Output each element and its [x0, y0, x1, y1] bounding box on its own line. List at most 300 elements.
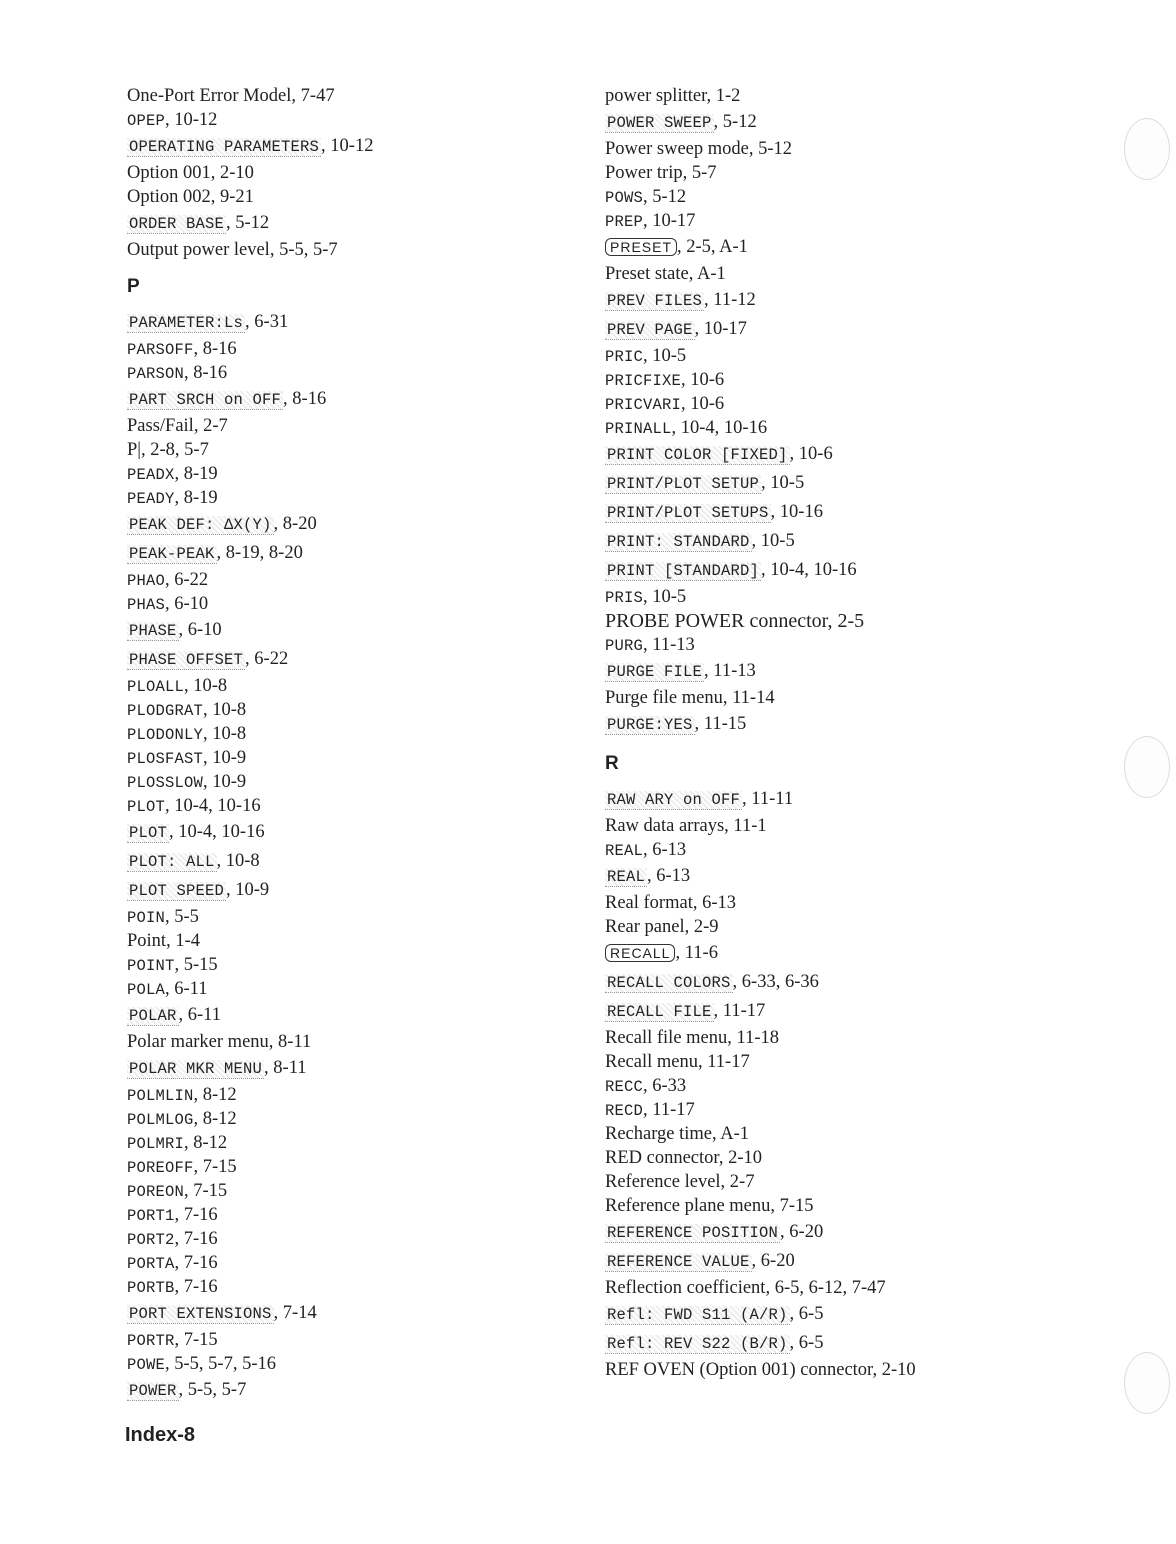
page-references: , A-1: [712, 1124, 750, 1144]
index-term: PLODONLY: [127, 726, 204, 744]
index-term: POWE: [127, 1356, 166, 1374]
page-references: , 11-17: [697, 1052, 750, 1072]
index-term: Recall menu: [605, 1052, 698, 1072]
page-references: , 7-15: [184, 1181, 228, 1201]
page-references: , 5-5, 5-7: [269, 240, 338, 260]
index-term: POLMLIN: [127, 1087, 194, 1105]
binder-hole: [1124, 1352, 1170, 1414]
index-term: Rear panel: [605, 917, 685, 937]
index-term: REAL: [607, 868, 646, 886]
index-entry: [127, 161, 567, 185]
index-entries-r: [605, 785, 1125, 1382]
index-entry: [127, 486, 567, 510]
page-references: , 6-5: [789, 1333, 824, 1353]
index-term: PRIS: [605, 589, 644, 607]
index-term: PLOT: ALL: [129, 853, 215, 871]
index-term: POINT: [127, 957, 175, 975]
index-term: Polar marker menu: [127, 1032, 269, 1052]
page-references: , 7-47: [291, 86, 335, 106]
index-entry: [127, 770, 567, 794]
page-references: , 11-18: [727, 1028, 779, 1048]
index-term: REFERENCE VALUE: [607, 1253, 750, 1271]
index-term: PLOSSLOW: [127, 774, 204, 792]
index-term: PRIC: [605, 348, 644, 366]
index-term: Power sweep mode: [605, 139, 749, 159]
index-entry: [127, 510, 567, 539]
page-references: , 8-11: [268, 1032, 312, 1052]
index-term: PHASE: [129, 622, 177, 640]
page-references: , 1-4: [166, 931, 200, 951]
index-entry: [605, 891, 1125, 915]
index-term: Refl: FWD S11 (A/R): [607, 1306, 788, 1324]
index-term: PORT1: [127, 1207, 175, 1225]
index-entry: [127, 1275, 567, 1299]
index-term: PLOT: [129, 824, 168, 842]
index-entry: [605, 609, 1125, 633]
index-entry: [127, 438, 567, 462]
index-term: Option 001: [127, 163, 211, 183]
index-entry: [605, 585, 1125, 609]
index-term: Raw data arrays: [605, 816, 725, 836]
index-term: power splitter: [605, 86, 707, 106]
index-entry: [605, 440, 1125, 469]
page-references: , 10-17: [643, 211, 696, 231]
index-term: OPEP: [127, 112, 166, 130]
page-references: , 10-12: [321, 136, 374, 156]
index-entry: [127, 674, 567, 698]
index-entry: [127, 1251, 567, 1275]
index-term: RECALL: [605, 944, 675, 962]
index-entry: [127, 539, 567, 568]
index-entry: [605, 108, 1125, 137]
page-references: , 7-16: [174, 1277, 218, 1297]
index-entry: [127, 847, 567, 876]
index-entries-p-continued: [605, 84, 1125, 739]
page-references: , 1-2: [706, 86, 741, 106]
index-entry: [605, 137, 1125, 161]
page-references: , 10-4, 10-16: [169, 822, 265, 842]
index-entry: [127, 568, 567, 592]
index-entry: [605, 862, 1125, 891]
index-entry: [127, 1001, 567, 1030]
page-references: , 6-33: [643, 1076, 687, 1096]
index-term: PARSON: [127, 365, 185, 383]
index-term: PLOALL: [127, 678, 185, 696]
index-term: POLMRI: [127, 1135, 185, 1153]
index-entry: [127, 1131, 567, 1155]
page-references: , 6-20: [751, 1251, 795, 1271]
index-entry: [605, 1358, 1125, 1382]
index-entry: [605, 710, 1125, 739]
index-entry: [605, 315, 1125, 344]
index-term: PART SRCH on OFF: [129, 391, 282, 409]
page-references: , 6-5: [789, 1304, 824, 1324]
index-term: POREOFF: [127, 1159, 194, 1177]
index-entry: [127, 1299, 567, 1328]
binder-hole: [1124, 736, 1170, 798]
index-entry: [605, 1218, 1125, 1247]
index-entry: [127, 337, 567, 361]
index-entry: [605, 1300, 1125, 1329]
index-entry: [605, 1170, 1125, 1194]
index-entry: [605, 161, 1125, 185]
index-entry: [605, 233, 1125, 262]
index-term: RECALL FILE: [607, 1003, 712, 1021]
index-term: PREV PAGE: [607, 321, 693, 339]
page-references: , 6-11: [178, 1005, 221, 1025]
page-footer: Index-8: [125, 1424, 196, 1446]
index-term: PURGE FILE: [607, 663, 703, 681]
index-term: Pass/Fail: [127, 416, 194, 436]
index-entry: [605, 209, 1125, 233]
page-references: , 8-12: [193, 1085, 237, 1105]
binder-hole: [1124, 118, 1170, 180]
index-entry: [605, 915, 1125, 939]
index-term: PRINT: STANDARD: [607, 533, 750, 551]
page-references: , 10-9: [203, 772, 247, 792]
index-term: Purge file menu: [605, 688, 723, 708]
index-entry: [605, 392, 1125, 416]
page-references: , 10-4, 10-16: [761, 560, 857, 580]
index-term: Option 002: [127, 187, 211, 207]
index-entry: [127, 905, 567, 929]
page-references: , 5-5, 5-7: [178, 1380, 247, 1400]
page-references: , 10-5: [643, 346, 687, 366]
page-references: , 6-11: [165, 979, 208, 999]
index-entry: [605, 344, 1125, 368]
index-term: PEADY: [127, 490, 175, 508]
index-term: PARSOFF: [127, 341, 194, 359]
index-entry: [127, 1352, 567, 1376]
index-entry: [127, 1083, 567, 1107]
index-term: RED connector: [605, 1148, 719, 1168]
page-references: , 10-17: [694, 319, 747, 339]
page-references: , 11-17: [643, 1100, 695, 1120]
page-references: , 6-5, 6-12, 7-47: [765, 1278, 886, 1298]
index-entry: [127, 1155, 567, 1179]
page-references: , 7-15: [174, 1330, 218, 1350]
index-entry: [127, 361, 567, 385]
page-references: , 8-12: [193, 1109, 237, 1129]
page-references: , 10-6: [789, 444, 833, 464]
page-references: , 10-16: [770, 502, 823, 522]
page-references: , 10-8: [184, 676, 228, 696]
page-references: , 8-16: [283, 389, 327, 409]
index-term: PEAK-PEAK: [129, 545, 215, 563]
index-entry: [127, 108, 567, 132]
index-entry: [605, 1122, 1125, 1146]
index-entry: [127, 1107, 567, 1131]
page-references: , 6-13: [643, 840, 687, 860]
page-references: , 6-13: [692, 893, 737, 913]
page-references: , 10-9: [203, 748, 247, 768]
page-references: , 7-15: [770, 1196, 814, 1216]
index-entry: [605, 1276, 1125, 1300]
page-references: , 2-10: [718, 1148, 762, 1168]
page-references: , 8-19: [174, 464, 218, 484]
index-entry: [127, 1328, 567, 1352]
index-entry: [127, 1376, 567, 1405]
index-entry: [127, 929, 567, 953]
index-entries-p: [127, 308, 567, 1405]
page-references: , 2-5: [827, 610, 865, 632]
page-references: , 2-5, A-1: [677, 237, 748, 257]
page-references: , 10-4, 10-16: [671, 418, 768, 438]
index-entry: [605, 262, 1125, 286]
index-term: PORTB: [127, 1279, 175, 1297]
index-term: Reference plane menu: [605, 1196, 771, 1216]
index-term: PRICVARI: [605, 396, 682, 414]
page-references: , 10-9: [226, 880, 270, 900]
index-term: PRICFIXE: [605, 372, 682, 390]
index-entry: [605, 1074, 1125, 1098]
page-references: , 7-15: [193, 1157, 237, 1177]
page-references: , 7-16: [174, 1253, 218, 1273]
index-entry: [127, 698, 567, 722]
page-references: , 5-12: [643, 187, 687, 207]
index-entry: [127, 645, 567, 674]
index-entry: [605, 1247, 1125, 1276]
page-references: , 2-10: [210, 163, 254, 183]
page-references: , 11-12: [704, 290, 756, 310]
index-entry: [605, 785, 1125, 814]
index-entry: [127, 592, 567, 616]
index-entry: [605, 556, 1125, 585]
index-term: Reflection coefficient: [605, 1278, 766, 1298]
page-references: , 10-12: [165, 110, 218, 130]
page-references: , 2-7: [720, 1172, 755, 1192]
index-entry: [127, 616, 567, 645]
index-column-left: [127, 84, 567, 1405]
page-references: , 2-9: [684, 917, 719, 937]
index-term: POIN: [127, 909, 166, 927]
index-entry: [127, 84, 567, 108]
index-entry: [605, 469, 1125, 498]
index-column-right: [605, 84, 1125, 1382]
index-entry: [605, 968, 1125, 997]
index-term: PREP: [605, 213, 644, 231]
index-term: PRINT/PLOT SETUPS: [607, 504, 769, 522]
index-entry: [127, 209, 567, 238]
index-entry: [127, 1030, 567, 1054]
index-term: Power trip: [605, 163, 683, 183]
index-entry: [127, 308, 567, 337]
index-entry: [605, 368, 1125, 392]
index-term: PURG: [605, 637, 644, 655]
page-references: , 5-7: [682, 163, 717, 183]
index-term: PORTR: [127, 1332, 175, 1350]
page-references: , 2-10: [872, 1360, 916, 1380]
page-references: , 8-19, 8-20: [216, 543, 303, 563]
page-references: , 11-6: [675, 943, 718, 963]
page-references: , 5-12: [226, 213, 270, 233]
page-references: , 6-33, 6-36: [732, 972, 819, 992]
index-entry: [605, 1329, 1125, 1358]
page-references: , 11-15: [694, 714, 747, 734]
index-entry: [605, 1098, 1125, 1122]
index-term: PROBE POWER connector: [605, 610, 828, 632]
index-entry: [127, 1179, 567, 1203]
index-entry: [605, 814, 1125, 838]
index-term: Reference level: [605, 1172, 721, 1192]
index-entry: [605, 1026, 1125, 1050]
index-term: PRESET: [605, 238, 677, 256]
index-term: REF OVEN (Option 001) connector: [605, 1360, 873, 1380]
index-term: REFERENCE POSITION: [607, 1224, 779, 1242]
page-references: , 11-13: [704, 661, 756, 681]
index-entry: [127, 818, 567, 847]
page-references: , 6-10: [165, 594, 209, 614]
index-entry: [605, 84, 1125, 108]
index-entry: [605, 939, 1125, 968]
page-references: , 8-20: [273, 514, 317, 534]
page-references: , 6-31: [245, 312, 289, 332]
index-entry: [127, 876, 567, 905]
page-references: , A-1: [688, 264, 726, 284]
index-term: RAW ARY on OFF: [607, 791, 741, 809]
page-references: , 9-21: [210, 187, 254, 207]
page-references: , 2-8, 5-7: [141, 440, 209, 460]
index-term: PARAMETER:Ls: [129, 314, 244, 332]
index-term: POWS: [605, 189, 644, 207]
index-term: POREON: [127, 1183, 185, 1201]
index-entry: [605, 286, 1125, 315]
index-term: Real format: [605, 893, 693, 913]
index-term: Preset state: [605, 264, 689, 284]
index-entry: [127, 414, 567, 438]
page-references: , 10-4, 10-16: [165, 796, 261, 816]
index-entry: [605, 416, 1125, 440]
index-term: POLA: [127, 981, 166, 999]
page-references: , 11-14: [722, 688, 775, 708]
index-entry: [127, 238, 567, 262]
index-term: PORT EXTENSIONS: [129, 1305, 272, 1323]
index-term: POWER SWEEP: [607, 114, 712, 132]
index-term: POLAR MKR MENU: [129, 1060, 263, 1078]
page-references: , 6-13: [647, 866, 691, 886]
index-term: PREV FILES: [607, 292, 703, 310]
index-term: PRINT [STANDARD]: [607, 562, 760, 580]
page-references: , 10-5: [751, 531, 795, 551]
page-references: , 10-6: [681, 370, 725, 390]
index-entry: [127, 185, 567, 209]
index-term: ORDER BASE: [129, 215, 225, 233]
page-references: , 11-11: [742, 789, 794, 809]
index-term: POWER: [129, 1382, 177, 1400]
index-term: PRINT COLOR [FIXED]: [607, 446, 788, 464]
index-term: RECC: [605, 1078, 644, 1096]
index-term: P|: [127, 440, 141, 460]
index-entry: [605, 633, 1125, 657]
index-entry: [605, 838, 1125, 862]
index-term: RECALL COLORS: [607, 974, 731, 992]
page-references: , 5-15: [174, 955, 218, 975]
index-term: PLOSFAST: [127, 750, 204, 768]
section-heading-r: R: [605, 753, 619, 774]
index-entry: [605, 1194, 1125, 1218]
page-references: , 8-11: [264, 1058, 307, 1078]
page-references: , 10-8: [203, 724, 247, 744]
index-term: PLOT: [127, 798, 166, 816]
page-references: , 8-19: [174, 488, 218, 508]
index-term: PEAK DEF: ΔX(Y): [129, 516, 272, 534]
index-entry: [127, 132, 567, 161]
page-references: , 2-7: [193, 416, 228, 436]
page-references: , 10-5: [761, 473, 805, 493]
index-term: Output power level: [127, 240, 270, 260]
page-references: , 8-16: [193, 339, 237, 359]
page-references: , 10-8: [203, 700, 247, 720]
index-entry: [605, 1050, 1125, 1074]
index-term: RECD: [605, 1102, 644, 1120]
page-references: , 6-10: [178, 620, 222, 640]
index-term: POLMLOG: [127, 1111, 194, 1129]
page-references: , 7-16: [174, 1229, 218, 1249]
page-references: , 10-8: [216, 851, 260, 871]
index-entry: [605, 498, 1125, 527]
index-entry: [127, 746, 567, 770]
index-term: PHAS: [127, 596, 166, 614]
index-term: PURGE:YES: [607, 716, 693, 734]
index-term: PHAO: [127, 572, 166, 590]
page-references: , 6-20: [780, 1222, 824, 1242]
page-references: , 8-16: [184, 363, 228, 383]
page-references: , 11-17: [713, 1001, 766, 1021]
index-term: OPERATING PARAMETERS: [129, 138, 320, 156]
page-references: , 5-5, 5-7, 5-16: [165, 1354, 276, 1374]
page-references: , 11-13: [643, 635, 695, 655]
index-entry: [127, 1227, 567, 1251]
section-heading-p: P: [127, 276, 140, 297]
index-term: PRINT/PLOT SETUP: [607, 475, 760, 493]
index-term: POLAR: [129, 1007, 177, 1025]
index-term: PRINALL: [605, 420, 672, 438]
page-references: , 7-16: [174, 1205, 218, 1225]
page-references: , 10-5: [643, 587, 687, 607]
page-references: , 10-6: [681, 394, 725, 414]
page-references: , 8-12: [184, 1133, 228, 1153]
index-term: PHASE OFFSET: [129, 651, 244, 669]
index-term: Recharge time: [605, 1124, 713, 1144]
page-references: , 5-5: [165, 907, 199, 927]
index-entry: [127, 794, 567, 818]
index-entry: [127, 953, 567, 977]
index-entry: [605, 657, 1125, 686]
page-references: , 5-12: [748, 139, 793, 159]
index-entry: [127, 1054, 567, 1083]
page-references: , 7-14: [273, 1303, 317, 1323]
index-entry: [605, 686, 1125, 710]
index-entry: [605, 185, 1125, 209]
index-entry: [127, 977, 567, 1001]
index-term: PLODGRAT: [127, 702, 204, 720]
index-entries-o: [127, 84, 567, 262]
index-entry: [127, 722, 567, 746]
page-references: , 11-1: [724, 816, 767, 836]
index-entry: [127, 462, 567, 486]
index-term: One-Port Error Model: [127, 86, 292, 106]
index-term: PLOT SPEED: [129, 882, 225, 900]
index-term: REAL: [605, 842, 644, 860]
index-entry: [127, 1203, 567, 1227]
index-term: Point: [127, 931, 167, 951]
index-term: Recall file menu: [605, 1028, 728, 1048]
index-term: PEADX: [127, 466, 175, 484]
index-term: Refl: REV S22 (B/R): [607, 1335, 788, 1353]
index-term: PORTA: [127, 1255, 175, 1273]
page-references: , 6-22: [165, 570, 209, 590]
index-term: PORT2: [127, 1231, 175, 1249]
